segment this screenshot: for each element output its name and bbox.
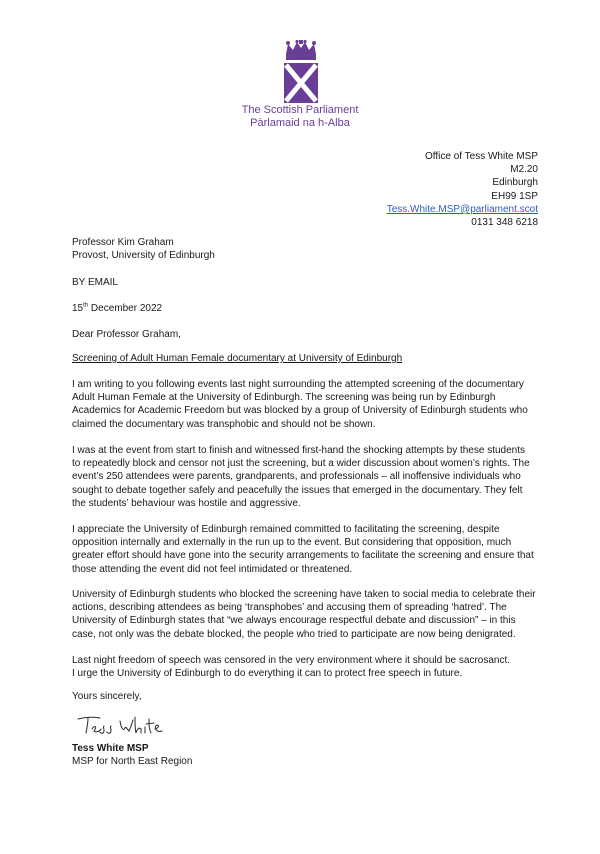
- sender-room: M2.20: [510, 164, 538, 176]
- recipient-block: [72, 236, 542, 262]
- paragraph-4: University of Edinburgh students who blocked the screening have taken to social media to celebrate their actions, describing attendees as being ‘transphobes’ and accusing them of spreading ‘hatred’. The University of Edinburgh states that “we always encourage respectful debate and discussion” – in this case, not only was the debate blocked, the people who tried to participate are now being denigrated.: [72, 589, 536, 640]
- date-day: 15: [72, 303, 84, 314]
- sender-address-block: [387, 150, 538, 229]
- scottish-parliament-crest-icon: [276, 40, 326, 106]
- signatory-name: Tess White MSP: [72, 743, 149, 754]
- signatory-role: MSP for North East Region: [72, 756, 193, 768]
- letter-date: [72, 302, 542, 315]
- recipient-title: Provost, University of Edinburgh: [72, 250, 215, 262]
- logo-line-gaelic: Pàrlamaid na h-Alba: [250, 117, 350, 129]
- salutation: Dear Professor Graham,: [72, 329, 181, 340]
- sender-city: Edinburgh: [492, 177, 538, 189]
- recipient-name: Professor Kim Graham: [72, 237, 174, 248]
- closing: Yours sincerely,: [72, 691, 142, 702]
- paragraph-5: Last night freedom of speech was censored in the very environment where it should be sacrosanct. I urge the University of Edinburgh to do everything it can to protect free speech in future.: [72, 655, 511, 680]
- handwritten-signature: [76, 709, 166, 739]
- paragraph-1: I am writing to you following events last night surrounding the attempted screening of the documentary Adult Human Female at the University of Edinburgh. The screening was being run by Edinburgh Academics for Academic Freedom but was blocked by a group of University of Edinburgh students who claimed the documentary was transphobic and should not be shown.: [72, 379, 528, 430]
- paragraph-2: I was at the event from start to finish and witnessed first-hand the shocking attempts by these students to repeatedly block and censor not just the screening, but a wider discussion about women’s rights. The event’s 250 attendees were parents, grandparents, and professionals – all inoffensive individuals who sought to debate together safely and peacefully the issues that emerged in the documentary. They felt the students’ behaviour was hostile and aggressive.: [72, 445, 530, 509]
- sender-phone: 0131 348 6218: [471, 217, 538, 229]
- sender-office: Office of Tess White MSP: [424, 151, 538, 162]
- date-rest: December 2022: [88, 303, 163, 314]
- date-suffix: th: [83, 302, 89, 309]
- logo-line-english: The Scottish Parliament: [241, 104, 359, 116]
- sender-postcode: EH99 1SP: [491, 190, 538, 202]
- sender-email-link[interactable]: Tess.White.MSP@parliament.scot: [386, 203, 538, 215]
- delivery-method: BY EMAIL: [72, 277, 118, 288]
- paragraph-3: I appreciate the University of Edinburgh remained committed to facilitating the screening, despite opposition internally and externally in the run up to the event. But considering that opposition, much greater effort should have gone into the security arrangements to facilitate the screening and ensure that those attending the event did not feel intimidated or threatened.: [72, 524, 534, 575]
- subject-line: Screening of Adult Human Female documentary at University of Edinburgh: [72, 353, 403, 364]
- signature-block: [72, 742, 542, 768]
- parliament-logo-text: [200, 104, 400, 130]
